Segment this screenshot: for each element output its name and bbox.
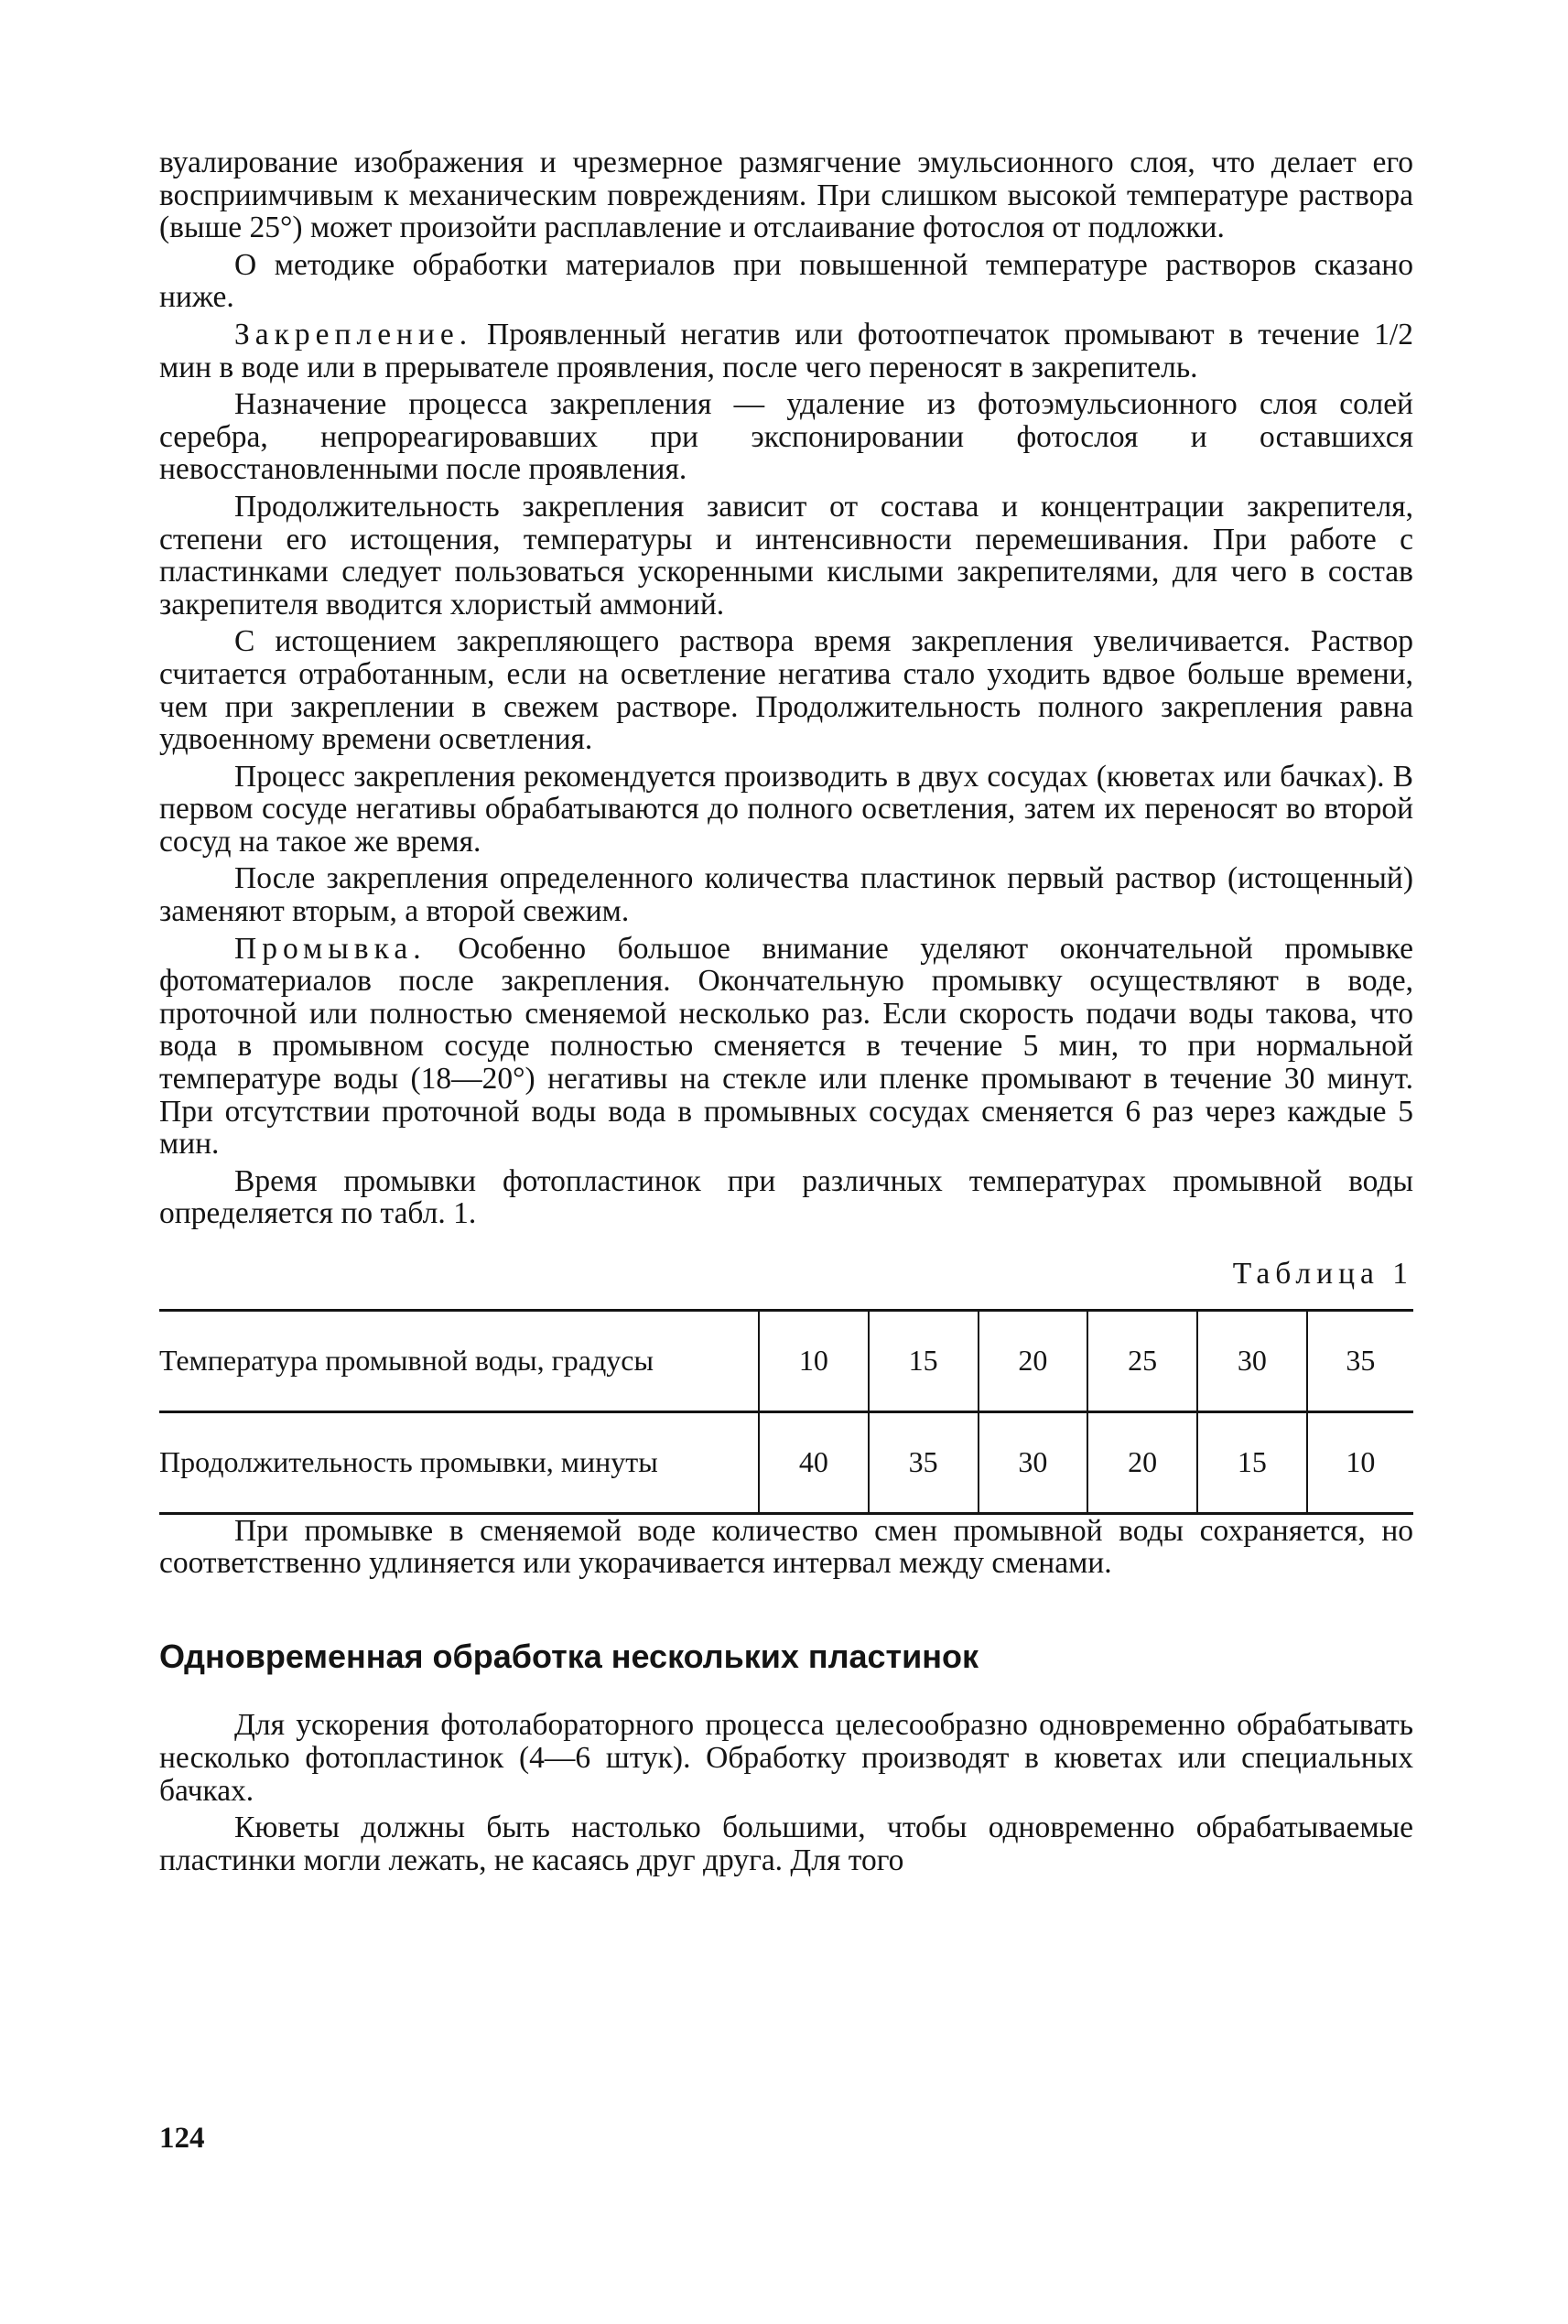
row-header-temperature: Температура промывной воды, градусы (159, 1310, 759, 1411)
table-cell: 10 (1307, 1411, 1413, 1513)
table-cell: 20 (979, 1310, 1088, 1411)
table-cell: 40 (759, 1411, 869, 1513)
row-header-duration: Продолжительность промывки, минуты (159, 1444, 658, 1478)
fixing-lead: Закрепление. (234, 317, 473, 351)
paragraph-fixing-purpose: Назначение процесса закрепления — удаление из фотоэмульсионного слоя солей серебра, непрореагировавших при экспонировании фотослоя и оставшихся невосстановленными после проявления. (159, 387, 1413, 487)
table-cell: 20 (1087, 1411, 1197, 1513)
paragraph-two-vessels: Процесс закрепления рекомендуется производить в двух сосудах (кюветах или бачках). В первом сосуде негативы обрабатываются до полного осветления, затем их переносят во второй сосуд на такое же время. (159, 759, 1413, 859)
table-cell: 30 (1197, 1310, 1307, 1411)
paragraph-simultaneous: Для ускорения фотолабораторного процесса целесообразно одновременно обрабатывать несколько фотопластинок (4—6 штук). Обработку производят в кюветах или специальных бачках. (159, 1708, 1413, 1808)
paragraph-replacement: После закрепления определенного количества пластинок первый раствор (истощенный) заменяют вторым, а второй свежим. (159, 861, 1413, 929)
paragraph-washing (159, 933, 1413, 1161)
paragraph-exhaustion: С истощением закрепляющего раствора время закрепления увеличивается. Раствор считается отработанным, если на осветление негатива стало уходить вдвое больше времени, чем при закреплении в свежем растворе. Продолжительность полного закрепления равна удвоенному времени осветления. (159, 624, 1413, 757)
table-row (159, 1310, 1413, 1411)
washing-lead: Промывка. (234, 931, 427, 966)
paragraph-fixing (159, 319, 1413, 384)
table-cell: 15 (1197, 1411, 1307, 1513)
table-cell: 35 (1307, 1310, 1413, 1411)
table-caption: Таблица 1 (1232, 1257, 1413, 1291)
washing-text: Особенно большое внимание уделяют окончательной промывке фотоматериалов после закрепления. Окончательную промывку осуществляют в воде, проточной или полностью сменяемой несколько раз. Если скорость подачи воды такова, что вода в промывном сосуде полностью сменяется в течение 5 мин, то при нормальной температуре воды (18—20°) негативы на стекле или пленке промывают в течение 30 минут. При отсутствии проточной воды вода в промывных сосудах сменяется 6 раз через каждые 5 мин. (159, 931, 1413, 1162)
washing-table (159, 1309, 1413, 1515)
text-column (159, 146, 1413, 1881)
paragraph-table-reference: Время промывки фотопластинок при различных температурах промывной воды определяется по табл. 1. (159, 1163, 1413, 1231)
fixing-text: Проявленный негатив или фотоотпечаток промывают в течение 1/2 мин в воде или в прерывателе проявления, после чего переносят в закрепитель. (159, 317, 1413, 384)
paragraph-fixing-duration: Продолжительность закрепления зависит от состава и концентрации закрепителя, степени его истощения, температуры и интенсивности перемешивания. При работе с пластинками следует пользоваться ускоренными кислыми закрепителями, для чего в состав закрепителя вводится хлористый аммоний. (159, 489, 1413, 622)
page-number: 124 (159, 2122, 205, 2155)
paragraph-continuation: вуалирование изображения и чрезмерное размягчение эмульсионного слоя, что делает его восприимчивым к механическим повреждениям. При слишком высокой температуре раствора (выше 25°) может произойти расплавление и отслаивание фотослоя от подложки. (159, 146, 1413, 245)
paragraph-trays: Кюветы должны быть настолько большими, чтобы одновременно обрабатываемые пластинки могли лежать, не касаясь друг друга. Для того (159, 1811, 1413, 1877)
table-row (159, 1411, 1413, 1513)
table-cell: 35 (869, 1411, 979, 1513)
paragraph-methods-note: О методике обработки материалов при повышенной температуре растворов сказано ниже. (159, 247, 1413, 315)
table-cell: 10 (759, 1310, 869, 1411)
paragraph-after-table: При промывке в сменяемой воде количество смен промывной воды сохраняется, но соответственно удлиняется или укорачивается интервал между сменами. (159, 1513, 1413, 1581)
section-heading: Одновременная обработка нескольких пластинок (159, 1637, 979, 1675)
table-cell: 25 (1087, 1310, 1197, 1411)
table-cell: 15 (869, 1310, 979, 1411)
table-cell: 30 (979, 1411, 1088, 1513)
